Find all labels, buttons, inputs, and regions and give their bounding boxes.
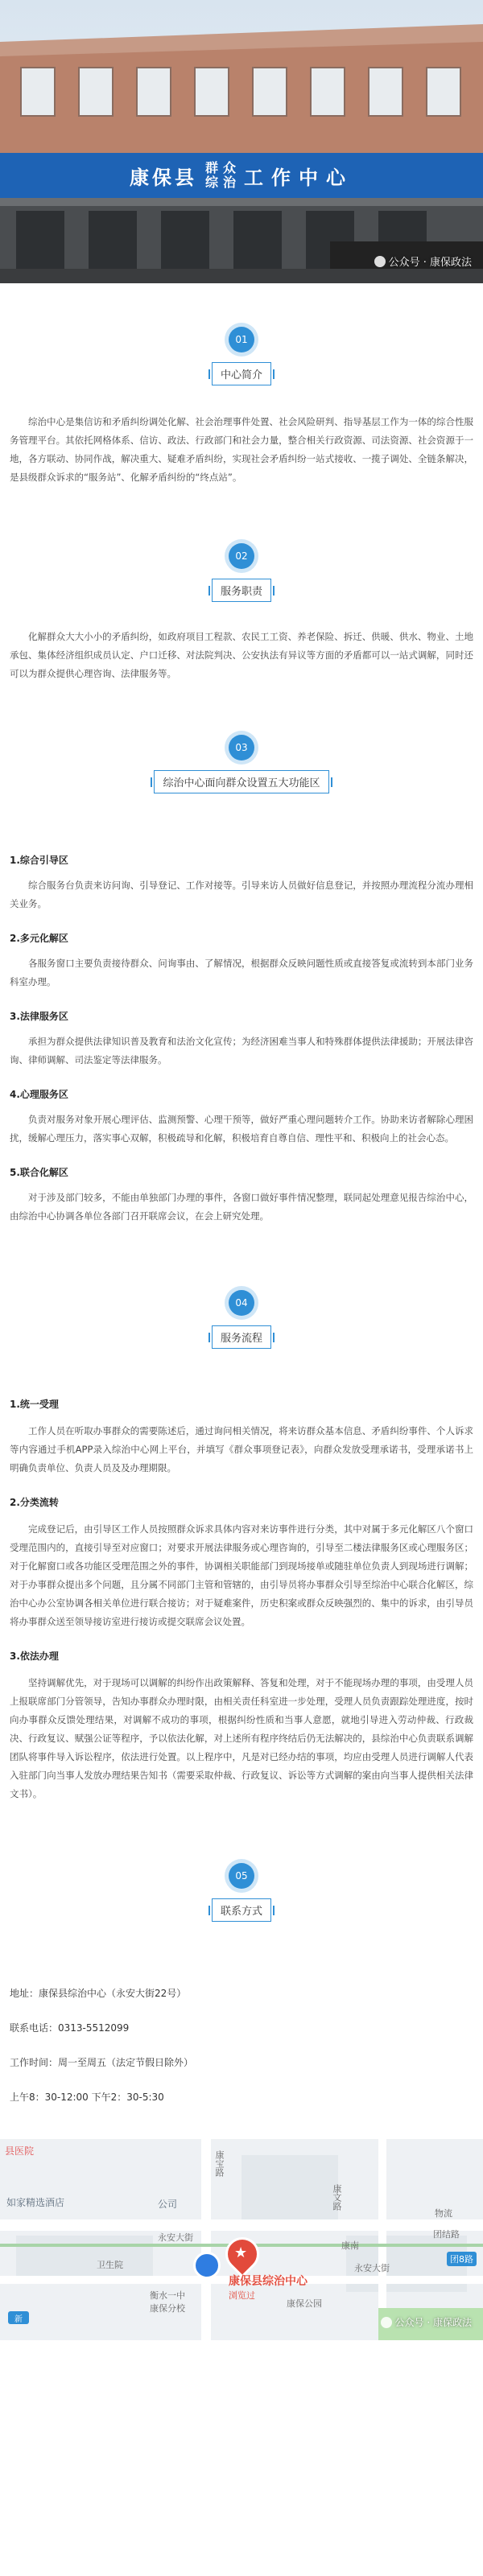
sign-small-1: 群 xyxy=(204,160,218,175)
building-illustration xyxy=(0,0,483,283)
process-title: 2.分类流转 xyxy=(10,1497,59,1508)
location-map[interactable] xyxy=(0,2139,483,2340)
map-label-clinic: 卫生院 xyxy=(97,2260,123,2270)
process-text: 坚持调解优先，对于现场可以调解的纠纷作出政策解释、答复和处理，对于不能现场办理的事项，由受理人员上报联席部门分管领导，告知办事群众办理时限，由相关责任科室进一步处理，受理人员负责跟踪处理进度，按时向办事群众反馈处理结果，对调解不成功的事项，根据纠纷性质和当事人意愿，就地引导进入劳动仲裁、行政裁决、行政复议、赋强公证等程序，予以依法化解，对上述所有程序终结后仍无法解决的，县综治中心负责联系调解团队将事件导入诉讼程序，依法进行处置。以上程序中，凡是对已经办结的事项，均应由受理人员进行调解人代表入驻部门向当事人发放办理结果告知书（需要采取仲裁、行政复议、诉讼等方式调解的案由向当事人提供相关法律文书）。 xyxy=(10,1677,473,1799)
section-number: 04 xyxy=(229,1290,254,1316)
contact-hours: 上午8：30-12:00 下午2：30-5:30 xyxy=(10,2092,164,2103)
sign-right-text: 工作中心 xyxy=(244,166,354,189)
section-title: 综治中心面向群众设置五大功能区 xyxy=(154,770,328,793)
section-05-header xyxy=(0,1863,483,1922)
zone-item xyxy=(0,1087,483,1148)
section-title: 中心简介 xyxy=(212,362,271,385)
process-item xyxy=(0,1495,483,1631)
zone-title: 4.心理服务区 xyxy=(10,1089,68,1100)
contact-block xyxy=(0,1986,483,2104)
section-title: 服务职责 xyxy=(212,579,271,602)
section-number: 02 xyxy=(229,543,254,569)
section-01-header xyxy=(0,327,483,385)
map-label-hospital: 县医院 xyxy=(5,2145,35,2157)
sign-small-3: 众 xyxy=(223,160,237,175)
section-number: 05 xyxy=(229,1863,254,1889)
zone-text: 承担为群众提供法律知识普及教育和法治文化宣传；为经济困难当事人和特殊群体提供法律援助；开展法律咨询、律师调解、司法鉴定等法律服务。 xyxy=(10,1036,473,1065)
zone-text: 综合服务台负责来访问询、引导登记、工作对接等。引导来访人员做好信息登记，并按照办理流程分流办理相关业务。 xyxy=(10,880,473,909)
map-label-street: 永安大街 xyxy=(158,2232,193,2243)
sign-left-text: 康保县 xyxy=(129,166,197,189)
map-label-company: 公司 xyxy=(158,2199,178,2210)
map-label-road: 康文路 xyxy=(332,2184,342,2211)
zone-title: 3.法律服务区 xyxy=(10,1011,68,1022)
intro-paragraph: 综治中心是集信访和矛盾纠纷调处化解、社会治理事件处置、社会风险研判、指导基层工作为一体的综合性服务管理平台。其依托网格体系、信访、政法、行政部门和社会力量，整合相关行政资源、司法资源、社会资源于一地，各方联动、协同作战，解决重大、疑难矛盾纠纷，实现社会矛盾纠纷一站式接收、一揽子调处、全链条解决，是县级群众诉求的“服务站”、化解矛盾纠纷的“终点站”。 xyxy=(10,416,473,483)
sign-small-2: 综 xyxy=(204,175,218,190)
poi-status: 浏览过 xyxy=(229,2290,255,2301)
hero-photo xyxy=(0,0,483,283)
process-item xyxy=(0,1397,483,1478)
sign-board xyxy=(0,153,483,198)
contact-address: 地址：康保县综治中心（永安大街22号） xyxy=(10,1988,187,1999)
hero-watermark xyxy=(374,253,472,269)
map-label-park: 康保公园 xyxy=(287,2298,322,2309)
section-title: 联系方式 xyxy=(212,1898,271,1922)
process-title: 1.统一受理 xyxy=(10,1399,59,1410)
current-location-icon[interactable] xyxy=(193,2252,221,2279)
wechat-icon xyxy=(381,2317,392,2328)
map-watermark-text: 公众号 · 康保政法 xyxy=(394,2317,472,2328)
contact-phone[interactable]: 联系电话：0313-5512099 xyxy=(10,2022,130,2034)
section-number: 01 xyxy=(229,327,254,352)
process-text: 工作人员在听取办事群众的需要陈述后，通过询问相关情况，将来访群众基本信息、矛盾纠纷事件、个人诉求等内容通过手机APP录入综治中心网上平台，并填写《群众事项登记表》，向群众发放受理承诺书，受理承诺书上明确负责单位、负责人员及及办理期限。 xyxy=(10,1425,473,1473)
map-label-road: 团结路 xyxy=(433,2229,460,2240)
star-icon: ★ xyxy=(234,2244,248,2261)
section-03-header xyxy=(0,735,483,793)
section-04-header xyxy=(0,1290,483,1349)
zone-text: 负责对服务对象开展心理评估、监测预警、心理干预等，做好严重心理问题转介工作。协助来访者解除心理困扰，缓解心理压力，落实事心双解，积极疏导和化解，积极培育自尊自信、理性平和、积极向上的社会心态。 xyxy=(10,1114,473,1144)
duty-paragraph: 化解群众大大小小的矛盾纠纷，如政府项目工程款、农民工工资、养老保险、拆迁、供暖、供水、物业、土地承包、集体经济组织成员认定、户口迁移、对法院判决、公安执法有异议等方面的矛盾都可以一站式调解，同时还可以为群众提供心理咨询、法律服务等。 xyxy=(10,631,473,679)
map-bus-route: 团8路 xyxy=(447,2252,477,2266)
zone-item xyxy=(0,931,483,991)
contact-worktime: 工作时间：周一至周五（法定节假日除外） xyxy=(10,2057,194,2068)
process-item xyxy=(0,1649,483,1803)
section-number: 03 xyxy=(229,735,254,760)
map-label-area: 康南 xyxy=(341,2240,359,2251)
map-label-school-branch: 康保分校 xyxy=(150,2303,185,2314)
zone-item xyxy=(0,1009,483,1070)
sign-small-4: 治 xyxy=(223,175,237,190)
map-label-hotel: 如家精选酒店 xyxy=(6,2197,65,2208)
map-label-school: 衡水一中 xyxy=(150,2290,185,2301)
zone-item xyxy=(0,853,483,913)
map-label-road: 康宝路 xyxy=(214,2150,225,2177)
process-text: 完成登记后，由引导区工作人员按照群众诉求具体内容对来访事件进行分类，其中对属于多元化解区八个窗口受理范围内的，直接引导至对应窗口；对要求开展法律服务或心理咨询的，引导至二楼法律服务区或心理服务区；对于化解窗口或各功能区受理范围之外的事件，协调相关职能部门到现场接单或随驻单位负责人到现场进行调解；对于办事群众提出多个问题，且分属不同部门主管和管辖的，由引导员将办事群众引导至综治中心联合化解区，综治中心办公室协调各相关单位进行联合接访；对于疑难案件，历史积案或群众反映强烈的、集中的诉求，由引导员将办事群众送至领导接访室进行接访或提交联席会议处置。 xyxy=(10,1523,473,1627)
zone-title: 5.联合化解区 xyxy=(10,1167,68,1178)
wechat-icon xyxy=(374,256,386,267)
sign-stacked-text xyxy=(205,161,236,190)
zone-title: 1.综合引导区 xyxy=(10,855,68,866)
zone-title: 2.多元化解区 xyxy=(10,933,68,944)
section-02-header xyxy=(0,543,483,602)
zone-item xyxy=(0,1165,483,1226)
map-label-logistics: 物流 xyxy=(435,2208,452,2219)
zones-list xyxy=(0,853,483,1226)
map-badge: 新 xyxy=(8,2311,29,2324)
process-title: 3.依法办理 xyxy=(10,1651,59,1662)
poi-name[interactable]: 康保县综治中心 xyxy=(229,2275,308,2288)
hero-watermark-text: 公众号 · 康保政法 xyxy=(388,257,472,269)
process-list xyxy=(0,1397,483,1803)
zone-text: 对于涉及部门较多，不能由单独部门办理的事件，各窗口做好事件情况整理，联同起处理意见报告综治中心，由综治中心协调各单位各部门召开联席会议，在会上研究处理。 xyxy=(10,1192,473,1222)
zone-text: 各服务窗口主要负责接待群众、问询事由、了解情况，根据群众反映问题性质或直接答复或流转到本部门业务科室办理。 xyxy=(10,958,473,987)
section-title: 服务流程 xyxy=(212,1325,271,1349)
map-watermark xyxy=(381,2315,472,2329)
map-label-street: 永安大街 xyxy=(354,2263,390,2273)
